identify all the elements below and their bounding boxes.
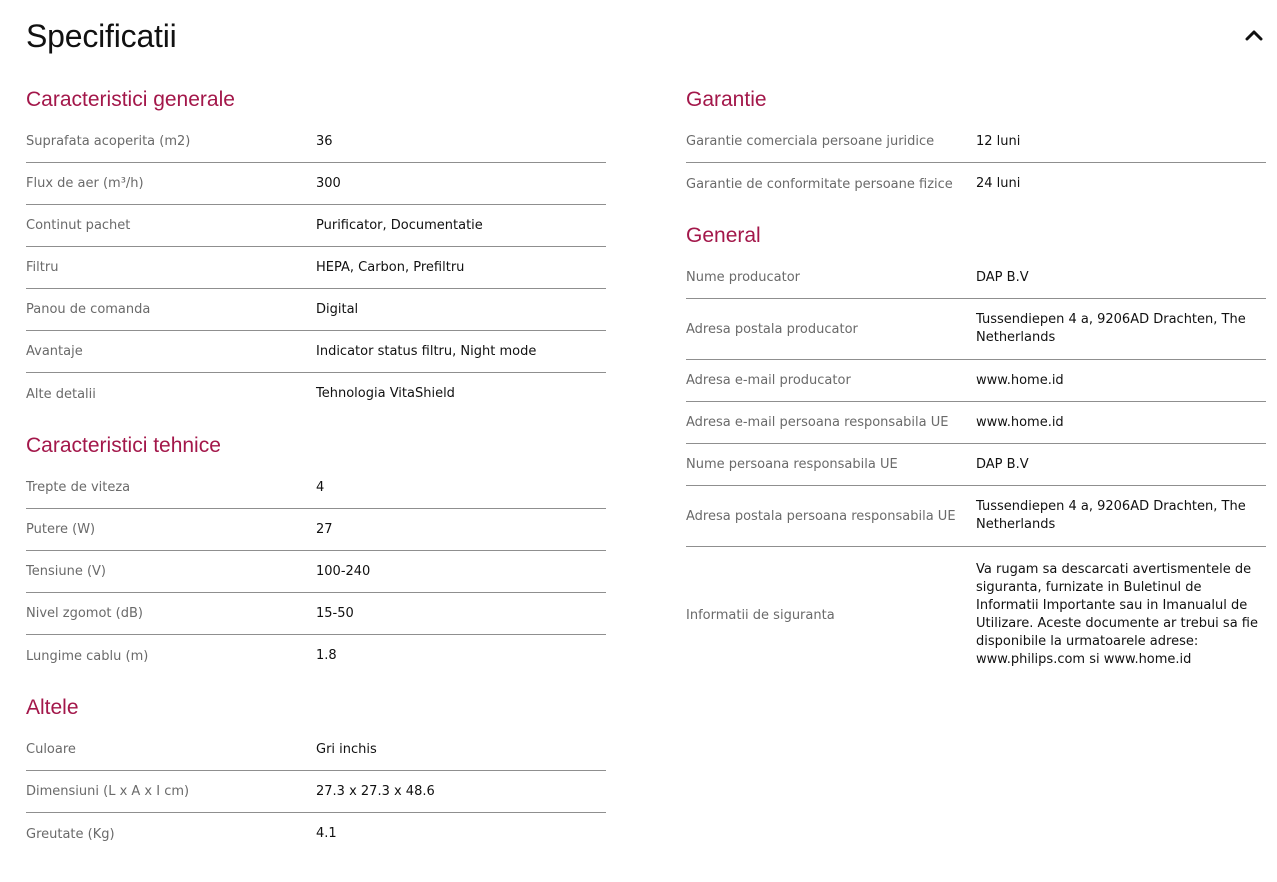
spec-value: Va rugam sa descarcati avertismentele de siguranta, furnizate in Buletinul de Informatii Importante sau in Imanualul de Utilizare. Aceste documente ar trebui sa fie disponibile la urmatoarele adrese: www.philips.com si www.home.id [976,562,1258,667]
spec-label: Alte detalii [26,386,96,402]
spec-row [26,635,606,677]
spec-row [686,360,1266,402]
spec-value: Tussendiepen 4 a, 9206AD Drachten, The Netherlands [976,499,1246,532]
spec-row [26,247,606,289]
spec-row [26,813,606,855]
spec-row [26,205,606,247]
spec-value: 12 luni [976,133,1021,149]
spec-label: Greutate (Kg) [26,826,115,842]
section-title: Caracteristici generale [26,88,235,111]
spec-row [686,547,1266,683]
page-title: Specificatii [26,18,177,54]
spec-value: Tehnologia VitaShield [316,386,455,401]
specs-left-column [26,86,606,855]
section-title: General [686,224,761,247]
section-title: Caracteristici tehnice [26,434,221,457]
spec-value: HEPA, Carbon, Prefiltru [316,259,465,275]
spec-label: Adresa e-mail producator [686,373,851,388]
spec-value: 36 [316,133,333,149]
spec-label: Flux de aer (m³/h) [26,176,144,191]
section-title: Garantie [686,88,767,111]
specs-header [26,0,1271,75]
section-title: Altele [26,696,79,719]
spec-value: 27.3 x 27.3 x 48.6 [316,783,435,799]
spec-row [686,444,1266,486]
spec-row [26,593,606,635]
spec-value: www.home.id [976,414,1064,430]
spec-value: Tussendiepen 4 a, 9206AD Drachten, The Netherlands [976,312,1246,345]
spec-value: 1.8 [316,648,337,663]
spec-label: Suprafata acoperita (m2) [26,134,191,149]
spec-value: 15-50 [316,605,354,621]
spec-row [26,121,606,163]
spec-row [26,331,606,373]
specs-right-column [686,86,1266,683]
spec-label: Adresa e-mail persoana responsabila UE [686,415,949,430]
spec-row [26,163,606,205]
spec-label: Putere (W) [26,522,96,537]
spec-value: 27 [316,521,333,537]
spec-row [26,467,606,509]
spec-label: Garantie comerciala persoane juridice [686,134,935,149]
spec-value: 24 luni [976,176,1021,191]
spec-row [686,402,1266,444]
spec-row [26,771,606,813]
spec-row [686,299,1266,360]
spec-label: Nivel zgomot (dB) [26,606,143,621]
collapse-button[interactable] [1243,24,1265,46]
spec-value: DAP B.V [976,269,1029,285]
spec-label: Continut pachet [26,218,131,233]
spec-row [686,257,1266,299]
spec-label: Lungime cablu (m) [26,648,149,664]
spec-row [26,509,606,551]
section-caracteristici-generale [26,86,606,415]
spec-label: Filtru [26,260,59,275]
spec-label: Informatii de siguranta [686,607,835,623]
spec-value: 4.1 [316,826,337,841]
spec-label: Nume persoana responsabila UE [686,457,898,472]
spec-label: Tensiune (V) [26,564,106,579]
spec-value: Digital [316,301,359,317]
spec-value: 300 [316,175,341,191]
spec-row [686,486,1266,547]
section-altele [26,694,606,855]
spec-label: Avantaje [26,344,83,359]
spec-row [686,163,1266,205]
spec-label: Garantie de conformitate persoane fizice [686,176,953,192]
spec-label: Dimensiuni (L x A x I cm) [26,784,190,799]
spec-value: 4 [316,479,325,495]
section-general [686,222,1266,683]
spec-row [26,373,606,415]
spec-label: Adresa postala persoana responsabila UE [686,508,956,524]
spec-label: Adresa postala producator [686,321,858,337]
spec-value: Indicator status filtru, Night mode [316,343,537,359]
spec-label: Trepte de viteza [26,480,131,495]
spec-value: 100-240 [316,563,371,579]
spec-row [686,121,1266,163]
section-garantie [686,86,1266,205]
spec-label: Panou de comanda [26,302,151,317]
spec-label: Nume producator [686,270,801,285]
spec-value: www.home.id [976,372,1064,388]
chevron-up-icon [1245,29,1263,41]
spec-value: Gri inchis [316,741,377,757]
spec-row [26,729,606,771]
spec-value: DAP B.V [976,456,1029,472]
section-caracteristici-tehnice [26,432,606,677]
spec-value: Purificator, Documentatie [316,217,483,233]
spec-row [26,289,606,331]
spec-row [26,551,606,593]
spec-label: Culoare [26,742,76,757]
